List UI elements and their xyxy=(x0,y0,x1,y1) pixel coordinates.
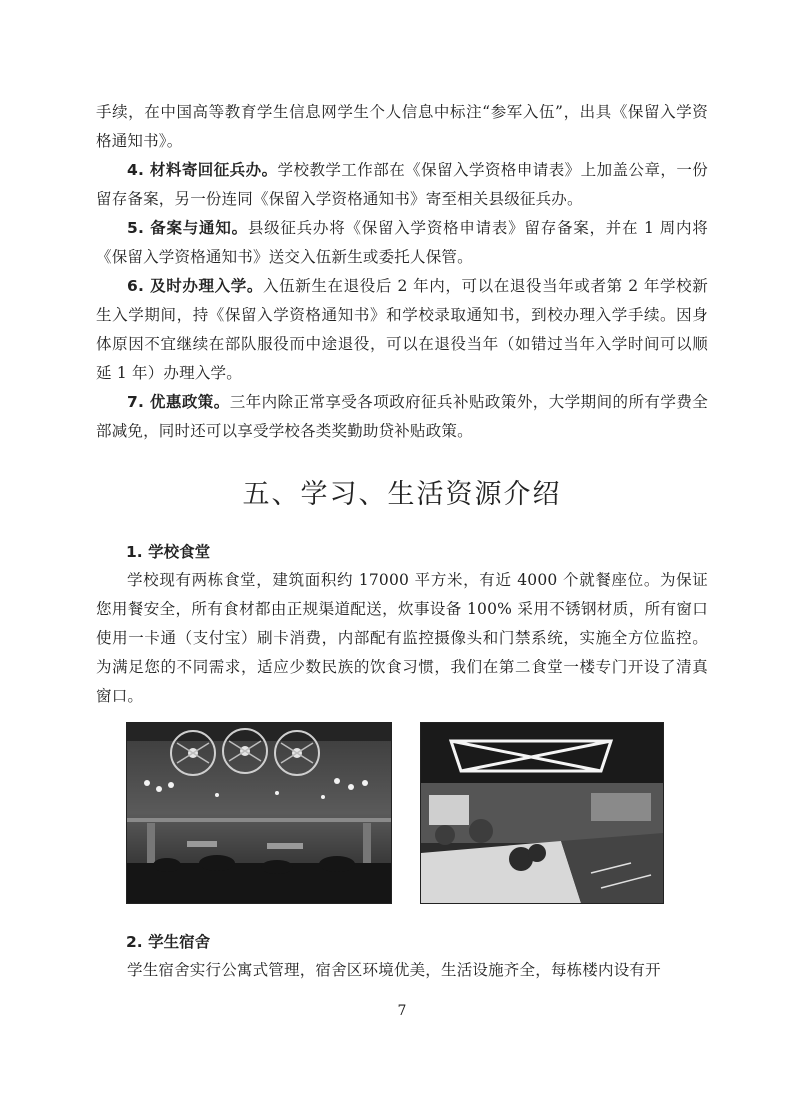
canteen-text: 学校现有两栋食堂，建筑面积约 17000 平方米，有近 4000 个就餐座位。为保证您用餐安全，所有食材都由正规渠道配送，炊事设备 100% 采用不锈钢材质，所有窗口使用一卡通（支付宝）刷卡消费，内部配有监控摄像头和门禁系统，实施全方位监控。为满足您的不同需求，适应少数民族的饮食习惯，我们在第二食堂一楼专门开设了清真窗口。 xyxy=(96,571,708,705)
canteen-photo-2-image xyxy=(421,723,663,903)
step-7-lead: 7. 优惠政策。 xyxy=(127,393,230,411)
section-title: 五、学习、生活资源介绍 xyxy=(242,479,562,510)
step-4-lead: 4. 材料寄回征兵办。 xyxy=(127,161,278,179)
step-4 xyxy=(96,156,708,214)
canteen-photo-1-image xyxy=(127,723,391,903)
step-4-text: 学校教学工作部在《保留入学资格申请表》上加盖公章，一份留存备案，另一份连同《保留入学资格通知书》寄至相关县级征兵办。 xyxy=(96,161,708,208)
dorm-text: 学生宿舍实行公寓式管理，宿舍区环境优美，生活设施齐全，每栋楼内设有开 xyxy=(127,961,661,979)
step-6-lead: 6. 及时办理入学。 xyxy=(127,277,263,295)
dorm-heading: 2. 学生宿舍 xyxy=(126,933,211,951)
page-number: 7 xyxy=(397,1003,407,1019)
step-5-text: 县级征兵办将《保留入学资格申请表》留存备案，并在 1 周内将《保留入学资格通知书》送交入伍新生或委托人保管。 xyxy=(96,219,709,266)
step-5 xyxy=(96,214,708,272)
paragraph-continuation: 手续，在中国高等教育学生信息网学生个人信息中标注“参军入伍”，出具《保留入学资格通知书》。 xyxy=(96,103,708,150)
canteen-photo-2 xyxy=(420,722,664,904)
step-6 xyxy=(96,272,708,388)
step-7-text: 三年内除正常享受各项政府征兵补贴政策外，大学期间的所有学费全部减免，同时还可以享受学校各类奖勤助贷补贴政策。 xyxy=(96,393,708,440)
step-7 xyxy=(96,388,708,446)
canteen-heading: 1. 学校食堂 xyxy=(126,543,211,561)
canteen-photo-1 xyxy=(126,722,392,904)
step-5-lead: 5. 备案与通知。 xyxy=(127,219,248,237)
step-6-text: 入伍新生在退役后 2 年内，可以在退役当年或者第 2 年学校新生入学期间，持《保留入学资格通知书》和学校录取通知书，到校办理入学手续。因身体原因不宜继续在部队服役而中途退役，可以在退役当年（如错过当年入学时间可以顺延 1 年）办理入学。 xyxy=(96,277,708,382)
